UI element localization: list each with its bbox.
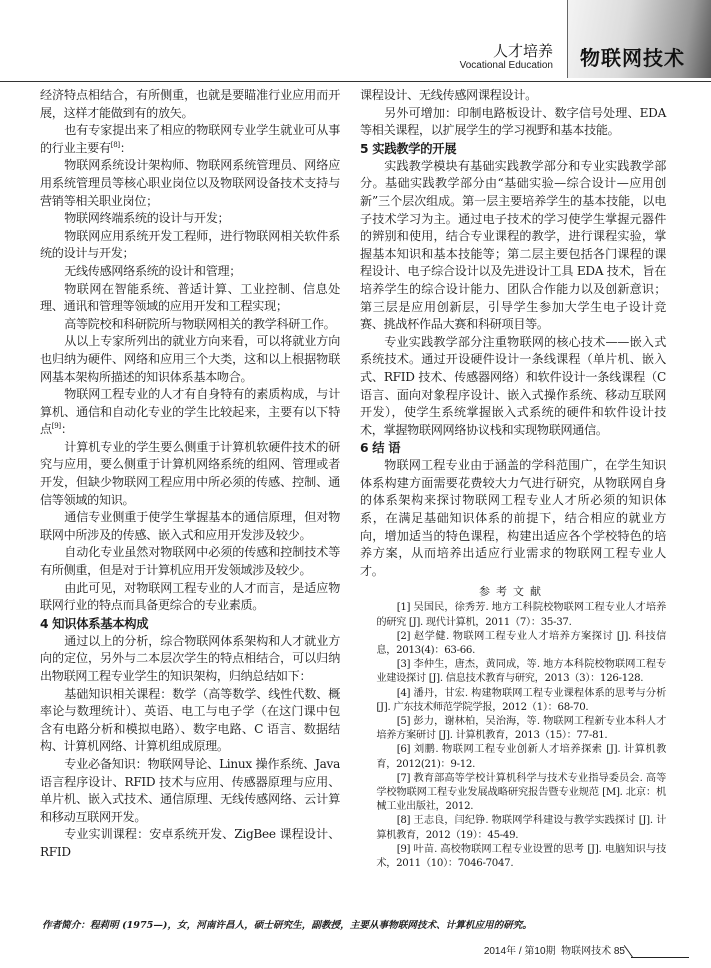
paragraph: 实践教学模块有基础实践教学部分和专业实践教学部分。基础实践教学部分由“基础实验—综合设计—应用创新”三个层次组成。第一层主要培养学生的基本技能，以电子技术学习为主。通过电子技术的学习使学生掌握元器件的辨别和使用，结合专业课程的教学，进行课程实验，掌握基本知识和基本技能等；第二层主要包括各门课程的课程设计、电子综合设计以及先进设计工具 EDA 技术，旨在培养学生的综合设计能力、团队合作能力以及创新意识；第三层是应用创新层，引导学生参加大学生电子设计竞赛、挑战杯作品大赛和科研项目等。 xyxy=(360,158,666,332)
paragraph: 通过以上的分析，综合物联网体系架构和人才就业方向的定位，另外与二本层次学生的特点相结合，可以归纳出物联网工程专业学生的知识架构，归纳总结如下： xyxy=(40,633,340,683)
paragraph: 通信专业侧重于使学生掌握基本的通信原理，但对物联网中所涉及的传感、嵌入式和应用开发涉及较少。 xyxy=(40,510,340,542)
paragraph: 物联网工程专业由于涵盖的学科范围广，在学生知识体系构建方面需要花费较大力气进行研究，从物联网自身的体系架构来探讨物联网工程专业人才所必须的知识体系，在满足基础知识体系的前提下，结合相应的就业方向，增加适当的特色课程，构建出适应各个学校特色的培养方案，从而培养出适应行业需求的物联网工程专业人才。 xyxy=(360,458,666,578)
page-footer xyxy=(484,946,625,958)
author-bio: 作者简介：程莉明 (1975—)，女，河南许昌人，硕士研究生，副教授，主要从事物联网技术、计算机应用的研究。 xyxy=(42,920,533,931)
reference-item: [2] 赵学健. 物联网工程专业人才培养方案探讨 [J]. 科技信息，2013(4)：63-66. xyxy=(376,630,666,657)
paragraph xyxy=(40,122,340,157)
reference-item: [1] 吴国民，徐秀芳. 地方工科院校物联网工程专业人才培养的研究 [J]. 现代计算机，2011（7）：35-37. xyxy=(376,602,666,628)
paragraph: 高等院校和科研院所与物联网相关的教学科研工作。 xyxy=(64,316,336,331)
page-number: 85 xyxy=(613,946,625,957)
citation: [8] xyxy=(110,140,120,149)
paragraph: 计算机专业的学生要么侧重于计算机软硬件技术的研究与应用，要么侧重于计算机网络系统的组网、管理或者开发，但缺少物联网工程应用中所必须的传感、控制、通信等领域的知识。 xyxy=(40,439,340,507)
paragraph-text: ： xyxy=(60,422,73,437)
paragraph: 基础知识相关课程：数学（高等数学、线性代数、概率论与数理统计）、英语、电工与电子学（在这门课中包含有电路分析和模拟电路）、数字电路、C 语言、数据结构、计算机网络、计算机组成原理。 xyxy=(40,686,340,754)
citation: [9] xyxy=(51,422,61,431)
section-heading: 4 知识体系基本构成 xyxy=(40,616,149,631)
logo-text: 物联网技术 xyxy=(580,46,685,70)
journal-name: 物联网技术 xyxy=(561,946,612,957)
paragraph: 专业必备知识：物联网导论、Linux 操作系统、Java 语言程序设计、RFID 技术与应用、传感器原理与应用、单片机、嵌入式技术、通信原理、无线传感网络、云计算和移动互联网开发。 xyxy=(40,756,340,824)
footer-decoration xyxy=(624,945,633,958)
reference-item: [5] 彭力，谢林柏，吴治海，等. 物联网工程新专业本科人才培养方案研讨 [J]. 计算机教育，2013（15）：77-81. xyxy=(376,716,666,742)
paragraph: 由此可见，对物联网工程专业的人才而言，是适应物联网行业的特点而具备更综合的专业素质。 xyxy=(40,580,340,613)
paragraph: 无线传感网络系统的设计和管理； xyxy=(64,263,242,278)
reference-item: [9] 叶苗. 高校物联网工程专业设置的思考 [J]. 电脑知识与技术，2011（10）：7046-7047. xyxy=(376,843,666,870)
paragraph-text: ： xyxy=(119,140,132,155)
section-heading: 6 结 语 xyxy=(360,441,401,456)
right-column xyxy=(360,87,666,871)
journal-logo xyxy=(567,0,711,78)
section-title: 人才培养 xyxy=(492,42,553,60)
paragraph: 另外可增加：印制电路板设计、数字信号处理、EDA 等相关课程，以扩展学生的学习视野和基本技能。 xyxy=(360,105,666,138)
footer-rule xyxy=(631,957,689,958)
section-subtitle: Vocational Education xyxy=(459,60,553,71)
paragraph: 物联网应用系统开发工程师，进行物联网相关软件系统的设计与开发； xyxy=(40,228,340,261)
reference-item: [3] 李仲生，唐杰，黄同成，等. 地方本科院校物联网工程专业建设探讨 [J]. 信息技术教育与研究，2013（3）：126-128. xyxy=(376,659,666,685)
paragraph: 物联网系统设计架构师、物联网系统管理员、网络应用系统管理员等核心职业岗位以及物联网设备技术支持与营销等相关职业岗位； xyxy=(40,158,340,208)
reference-item: [6] 刘鹏. 物联网工程专业创新人才培养探索 [J]. 计算机教育，2012(21)：9-12. xyxy=(376,744,666,770)
issue: 2014年 / 第10期 xyxy=(483,946,556,957)
left-column xyxy=(40,87,340,862)
paragraph-text: 也有专家提出来了相应的物联网专业学生就业可从事的行业主要有 xyxy=(40,123,340,155)
paragraph: 课程设计、无线传感网课程设计。 xyxy=(360,88,537,102)
references-title: 参考文献 xyxy=(479,585,547,599)
paragraph: 专业实践教学部分注重物联网的核心技术——嵌入式系统技术。通过开设硬件设计一条线课程（单片机、嵌入式、RFID 技术、传感器网络）和软件设计一条线课程（C 语言、面向对象程序设计、嵌入式操作系统、移动互联网开发），使学生系统掌握嵌入式系统的硬件和软件设计技术，掌握物联网网络协议栈和实现物联网通信。 xyxy=(360,334,666,437)
paragraph: 物联网在智能系统、普适计算、工业控制、信息处理、通讯和管理等领域的应用开发和工程实现； xyxy=(40,281,340,314)
section-heading: 5 实践教学的开展 xyxy=(360,141,457,156)
paragraph: 物联网终端系统的设计与开发； xyxy=(64,211,230,226)
reference-item: [7] 教育部高等学校计算机科学与技术专业指导委员会. 高等学校物联网工程专业发展战略研究报告暨专业规范 [M]. 北京：机械工业出版社，2012. xyxy=(376,772,666,813)
reference-item: [4] 潘丹，甘宏. 构建物联网工程专业课程体系的思考与分析 [J]. 广东技术师范学院学报，2012（1）：68-70. xyxy=(376,687,666,713)
paragraph: 经济特点相结合，有所侧重，也就是要瞄准行业应用而开展，这样才能做到有的放矢。 xyxy=(40,88,340,120)
paragraph: 自动化专业虽然对物联网中必须的传感和控制技术等有所侧重，但是对于计算机应用开发领域涉及较少。 xyxy=(40,545,340,578)
reference-item: [8] 王志良，闫纪铮. 物联网学科建设与教学实践探讨 [J]. 计算机教育，2012（19）：45-49. xyxy=(376,815,666,841)
paragraph: 专业实训课程：安卓系统开发、ZigBee 课程设计、RFID xyxy=(40,827,340,859)
paragraph: 从以上专家所列出的就业方向来看，可以将就业方向也归纳为硬件、网络和应用三个大类，这和以上根据物联网基本架构所描述的知识体系基本吻合。 xyxy=(40,334,340,384)
paragraph-text: 物联网工程专业的人才有自身特有的素质构成，与计算机、通信和自动化专业的学生比较起来，主要有以下特点 xyxy=(40,387,340,437)
header-rule xyxy=(0,81,711,82)
paragraph xyxy=(40,386,340,439)
